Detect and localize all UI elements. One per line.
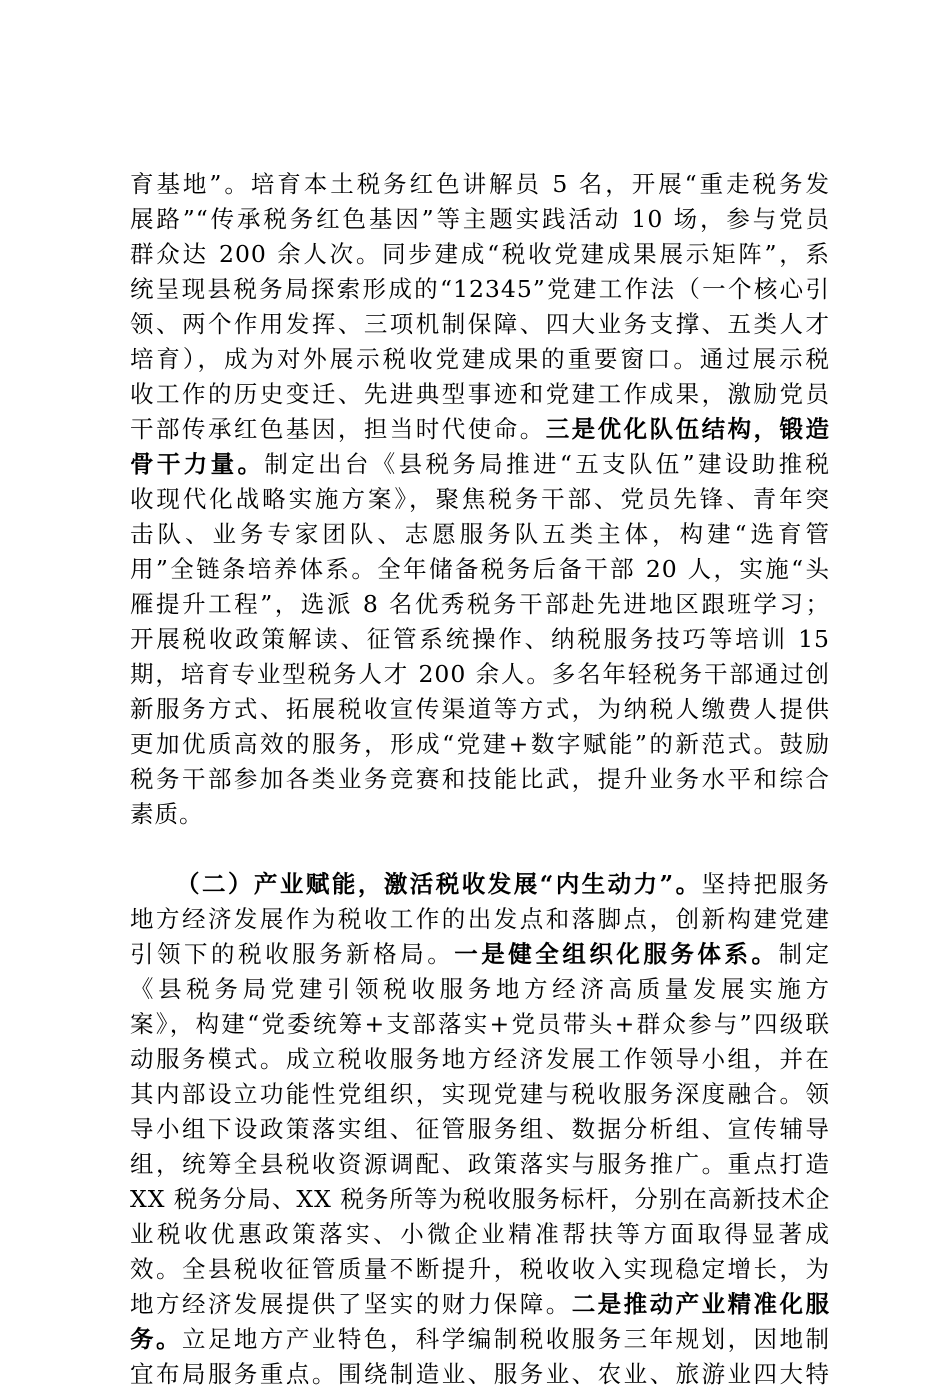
text-line	[130, 552, 830, 587]
text-segment: 击队、业务专家团队、志愿服务队五类主体，构建“选育管	[130, 520, 830, 548]
bold-text-segment: （二）产业赋能，激活税收发展“内生动力”。	[176, 870, 702, 898]
text-line	[130, 307, 830, 342]
text-segment: 《县税务局党建引领税收服务地方经济高质量发展实施方	[130, 975, 830, 1003]
text-line	[130, 1042, 830, 1077]
text-segment: 制定	[778, 940, 831, 968]
text-segment: 素质。	[130, 800, 204, 828]
text-segment: 导小组下设政策落实组、征管服务组、数据分析组、宣传辅导	[130, 1115, 830, 1143]
text-segment: 展路”“传承税务红色基因”等主题实践活动 10 场，参与党员	[130, 205, 830, 233]
text-line	[130, 692, 830, 727]
text-line	[130, 482, 830, 517]
text-segment: 用”全链条培养体系。全年储备税务后备干部 20 人，实施“头	[130, 555, 830, 583]
text-line	[130, 1147, 830, 1182]
text-segment: 育基地”。培育本土税务红色讲解员 5 名，开展“重走税务发	[130, 170, 830, 198]
text-segment: 地方经济发展提供了坚实的财力保障。	[130, 1290, 572, 1318]
text-segment: 统呈现县税务局探索形成的“12345”党建工作法（一个核心引	[130, 275, 830, 303]
text-line	[130, 272, 830, 307]
text-line	[130, 902, 830, 937]
text-line	[130, 587, 830, 622]
text-segment: 税务干部参加各类业务竞赛和技能比武，提升业务水平和综合	[130, 765, 830, 793]
text-line	[130, 937, 830, 972]
text-line	[130, 1182, 830, 1217]
text-line	[130, 237, 830, 272]
bold-text-segment: 务。	[130, 1325, 182, 1353]
text-segment: 业税收优惠政策落实、小微企业精准帮扶等方面取得显著成	[130, 1220, 830, 1248]
text-line	[130, 377, 830, 412]
text-segment: 引领下的税收服务新格局。	[130, 940, 455, 968]
text-line	[130, 1112, 830, 1147]
text-segment: 宜布局服务重点。围绕制造业、服务业、农业、旅游业四大特	[130, 1360, 830, 1388]
text-line	[130, 1322, 830, 1357]
text-segment: 组，统筹全县税收资源调配、政策落实与服务推广。重点打造	[130, 1150, 830, 1178]
text-segment: 动服务模式。成立税收服务地方经济发展工作领导小组，并在	[130, 1045, 830, 1073]
text-line	[130, 1077, 830, 1112]
text-segment: 群众达 200 余人次。同步建成“税收党建成果展示矩阵”，系	[130, 240, 830, 268]
text-line	[130, 762, 830, 797]
bold-text-segment: 三是优化队伍结构，锻造	[545, 415, 831, 443]
bold-text-segment: 二是推动产业精准化服	[571, 1290, 831, 1318]
text-segment: 其内部设立功能性党组织，实现党建与税收服务深度融合。领	[130, 1080, 830, 1108]
text-segment: 领、两个作用发挥、三项机制保障、四大业务支撑、五类人才	[130, 310, 830, 338]
text-line	[130, 517, 830, 552]
text-line	[130, 1007, 830, 1042]
text-line	[130, 447, 830, 482]
bold-text-segment: 骨干力量。	[130, 450, 265, 478]
text-segment: 地方经济发展作为税收工作的出发点和落脚点，创新构建党建	[130, 905, 830, 933]
text-segment: 立足地方产业特色，科学编制税收服务三年规划，因地制	[181, 1325, 831, 1353]
text-segment: 开展税收政策解读、征管系统操作、纳税服务技巧等培训 15	[130, 625, 830, 653]
text-line	[130, 342, 830, 377]
text-segment: 案》，构建“党委统筹+支部落实+党员带头+群众参与”四级联	[130, 1010, 830, 1038]
text-line	[130, 1287, 830, 1322]
text-line	[130, 1357, 830, 1392]
text-line	[130, 202, 830, 237]
text-segment: 收现代化战略实施方案》，聚焦税务干部、党员先锋、青年突	[130, 485, 830, 513]
text-segment: 收工作的历史变迁、先进典型事迹和党建工作成果，激励党员	[130, 380, 830, 408]
text-line	[130, 972, 830, 1007]
text-line	[130, 1217, 830, 1252]
text-segment: 新服务方式、拓展税收宣传渠道等方式，为纳税人缴费人提供	[130, 695, 830, 723]
text-line	[130, 797, 830, 832]
text-segment: XX 税务分局、XX 税务所等为税收服务标杆，分别在高新技术企	[130, 1185, 831, 1213]
paragraph-2	[130, 867, 830, 1392]
bold-text-segment: 一是健全组织化服务体系。	[454, 940, 779, 968]
text-line	[130, 1252, 830, 1287]
text-segment: 雁提升工程”，选派 8 名优秀税务干部赴先进地区跟班学习；	[130, 590, 830, 618]
paragraph-gap	[130, 832, 830, 867]
text-segment: 更加优质高效的服务，形成“党建+数字赋能”的新范式。鼓励	[130, 730, 830, 758]
text-line	[130, 867, 830, 902]
text-segment: 培育），成为对外展示税收党建成果的重要窗口。通过展示税	[130, 345, 830, 373]
text-segment: 干部传承红色基因，担当时代使命。	[130, 415, 546, 443]
text-line	[130, 167, 830, 202]
paragraph-1	[130, 167, 830, 832]
text-line	[130, 727, 830, 762]
text-line	[130, 657, 830, 692]
text-segment: 制定出台《县税务局推进“五支队伍”建设助推税	[264, 450, 831, 478]
document-page	[130, 167, 830, 1392]
text-segment: 效。全县税收征管质量不断提升，税收收入实现稳定增长，为	[130, 1255, 830, 1283]
text-segment: 坚持把服务	[701, 870, 830, 898]
text-line	[130, 412, 830, 447]
text-line	[130, 622, 830, 657]
text-segment: 期，培育专业型税务人才 200 余人。多名年轻税务干部通过创	[130, 660, 830, 688]
